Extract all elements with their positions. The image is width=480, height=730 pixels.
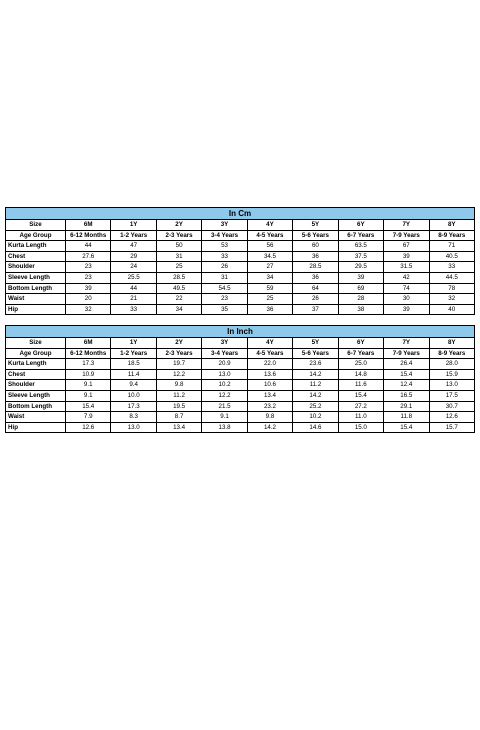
age-group-cell: 6-12 Months <box>66 348 111 359</box>
measurement-value: 64 <box>293 283 338 294</box>
measurement-value: 14.2 <box>293 390 338 401</box>
measurement-value: 31.5 <box>384 262 429 273</box>
age-group-cell: 3-4 Years <box>202 230 247 241</box>
size-header-label: Size <box>6 220 66 231</box>
measurement-value: 36 <box>293 272 338 283</box>
measurement-value: 15.4 <box>66 401 111 412</box>
age-group-cell: 4-5 Years <box>247 230 292 241</box>
measurement-value: 31 <box>156 251 201 262</box>
measurement-value: 23 <box>202 294 247 305</box>
table-row <box>6 380 475 391</box>
age-group-cell: 6-12 Months <box>66 230 111 241</box>
measurement-value: 11.6 <box>338 380 383 391</box>
measurement-value: 19.5 <box>156 401 201 412</box>
measurement-value: 54.5 <box>202 283 247 294</box>
measurement-value: 29 <box>111 251 156 262</box>
measurement-value: 34 <box>247 272 292 283</box>
measurement-value: 36 <box>247 304 292 315</box>
measurement-value: 9.1 <box>66 390 111 401</box>
measurement-value: 34.5 <box>247 251 292 262</box>
size-header-row <box>6 220 475 231</box>
measurement-label: Waist <box>6 412 66 423</box>
measurement-value: 11.2 <box>293 380 338 391</box>
measurement-value: 27.2 <box>338 401 383 412</box>
measurement-value: 15.4 <box>384 422 429 433</box>
measurement-value: 19.7 <box>156 359 201 370</box>
measurement-value: 9.1 <box>66 380 111 391</box>
size-header-cell: 8Y <box>429 220 475 231</box>
age-group-label: Age Group <box>6 230 66 241</box>
measurement-value: 71 <box>429 241 475 252</box>
age-group-row <box>6 348 475 359</box>
measurement-value: 17.3 <box>111 401 156 412</box>
size-header-cell: 1Y <box>111 220 156 231</box>
measurement-value: 31 <box>202 272 247 283</box>
measurement-value: 25.2 <box>293 401 338 412</box>
measurement-value: 25 <box>247 294 292 305</box>
measurement-value: 11.4 <box>111 369 156 380</box>
table-title-row <box>6 326 475 338</box>
size-header-cell: 5Y <box>293 220 338 231</box>
table-title: In Inch <box>6 326 475 338</box>
measurement-value: 20.9 <box>202 359 247 370</box>
measurement-value: 44 <box>111 283 156 294</box>
table-row <box>6 294 475 305</box>
measurement-value: 74 <box>384 283 429 294</box>
size-header-cell: 3Y <box>202 220 247 231</box>
measurement-value: 49.5 <box>156 283 201 294</box>
age-group-label: Age Group <box>6 348 66 359</box>
size-header-cell: 6M <box>66 338 111 349</box>
measurement-value: 11.2 <box>156 390 201 401</box>
table-row <box>6 390 475 401</box>
measurement-value: 30 <box>384 294 429 305</box>
measurement-value: 25.0 <box>338 359 383 370</box>
measurement-value: 12.2 <box>202 390 247 401</box>
measurement-label: Shoulder <box>6 380 66 391</box>
measurement-label: Shoulder <box>6 262 66 273</box>
table-row <box>6 272 475 283</box>
measurement-value: 13.4 <box>156 422 201 433</box>
measurement-value: 11.8 <box>384 412 429 423</box>
measurement-value: 15.9 <box>429 369 475 380</box>
measurement-value: 17.3 <box>66 359 111 370</box>
measurement-value: 28.0 <box>429 359 475 370</box>
measurement-label: Chest <box>6 251 66 262</box>
table-row <box>6 262 475 273</box>
measurement-value: 9.8 <box>247 412 292 423</box>
age-group-row <box>6 230 475 241</box>
measurement-value: 9.1 <box>202 412 247 423</box>
measurement-value: 47 <box>111 241 156 252</box>
age-group-cell: 5-6 Years <box>293 348 338 359</box>
measurement-value: 12.2 <box>156 369 201 380</box>
size-header-label: Size <box>6 338 66 349</box>
age-group-cell: 5-6 Years <box>293 230 338 241</box>
age-group-cell: 4-5 Years <box>247 348 292 359</box>
table-row <box>6 369 475 380</box>
size-header-cell: 4Y <box>247 338 292 349</box>
measurement-value: 21.5 <box>202 401 247 412</box>
measurement-value: 13.8 <box>202 422 247 433</box>
measurement-value: 20 <box>66 294 111 305</box>
measurement-value: 9.4 <box>111 380 156 391</box>
measurement-value: 29.1 <box>384 401 429 412</box>
measurement-label: Sleeve Length <box>6 272 66 283</box>
measurement-value: 44.5 <box>429 272 475 283</box>
size-header-cell: 8Y <box>429 338 475 349</box>
measurement-label: Bottom Length <box>6 283 66 294</box>
size-table-inch <box>5 325 475 433</box>
measurement-value: 7.9 <box>66 412 111 423</box>
measurement-value: 60 <box>293 241 338 252</box>
measurement-value: 34 <box>156 304 201 315</box>
measurement-value: 26 <box>293 294 338 305</box>
measurement-value: 37 <box>293 304 338 315</box>
size-table-cm <box>5 207 475 315</box>
measurement-value: 23.6 <box>293 359 338 370</box>
measurement-value: 28.5 <box>156 272 201 283</box>
age-group-cell: 2-3 Years <box>156 348 201 359</box>
age-group-cell: 7-9 Years <box>384 348 429 359</box>
measurement-value: 14.2 <box>247 422 292 433</box>
measurement-value: 33 <box>111 304 156 315</box>
measurement-value: 42 <box>384 272 429 283</box>
measurement-value: 12.4 <box>384 380 429 391</box>
measurement-value: 25 <box>156 262 201 273</box>
measurement-value: 17.5 <box>429 390 475 401</box>
measurement-value: 28 <box>338 294 383 305</box>
size-header-cell: 2Y <box>156 338 201 349</box>
age-group-cell: 3-4 Years <box>202 348 247 359</box>
age-group-cell: 1-2 Years <box>111 348 156 359</box>
measurement-value: 78 <box>429 283 475 294</box>
measurement-value: 8.3 <box>111 412 156 423</box>
measurement-label: Hip <box>6 422 66 433</box>
measurement-value: 69 <box>338 283 383 294</box>
measurement-value: 50 <box>156 241 201 252</box>
measurement-label: Hip <box>6 304 66 315</box>
measurement-value: 10.0 <box>111 390 156 401</box>
size-header-row <box>6 338 475 349</box>
measurement-value: 13.0 <box>429 380 475 391</box>
measurement-value: 10.9 <box>66 369 111 380</box>
age-group-cell: 6-7 Years <box>338 348 383 359</box>
table-row <box>6 251 475 262</box>
measurement-value: 23 <box>66 262 111 273</box>
size-header-cell: 7Y <box>384 338 429 349</box>
measurement-value: 33 <box>429 262 475 273</box>
measurement-value: 18.5 <box>111 359 156 370</box>
age-group-cell: 1-2 Years <box>111 230 156 241</box>
measurement-value: 12.6 <box>429 412 475 423</box>
measurement-value: 32 <box>66 304 111 315</box>
measurement-value: 38 <box>338 304 383 315</box>
measurement-value: 63.5 <box>338 241 383 252</box>
measurement-value: 40.5 <box>429 251 475 262</box>
measurement-value: 67 <box>384 241 429 252</box>
measurement-value: 26 <box>202 262 247 273</box>
measurement-value: 59 <box>247 283 292 294</box>
measurement-value: 8.7 <box>156 412 201 423</box>
measurement-value: 9.8 <box>156 380 201 391</box>
size-header-cell: 5Y <box>293 338 338 349</box>
measurement-value: 14.2 <box>293 369 338 380</box>
measurement-value: 28.5 <box>293 262 338 273</box>
measurement-label: Sleeve Length <box>6 390 66 401</box>
measurement-value: 40 <box>429 304 475 315</box>
measurement-label: Bottom Length <box>6 401 66 412</box>
measurement-value: 37.5 <box>338 251 383 262</box>
measurement-value: 36 <box>293 251 338 262</box>
size-header-cell: 6M <box>66 220 111 231</box>
table-row <box>6 283 475 294</box>
measurement-value: 39 <box>384 251 429 262</box>
measurement-value: 22.0 <box>247 359 292 370</box>
measurement-value: 25.5 <box>111 272 156 283</box>
measurement-value: 33 <box>202 251 247 262</box>
size-chart-inch <box>5 325 475 433</box>
size-header-cell: 2Y <box>156 220 201 231</box>
measurement-value: 39 <box>384 304 429 315</box>
measurement-value: 26.4 <box>384 359 429 370</box>
measurement-value: 10.6 <box>247 380 292 391</box>
table-row <box>6 422 475 433</box>
table-row <box>6 241 475 252</box>
measurement-value: 15.4 <box>384 369 429 380</box>
measurement-value: 30.7 <box>429 401 475 412</box>
measurement-value: 15.0 <box>338 422 383 433</box>
measurement-value: 15.7 <box>429 422 475 433</box>
size-header-cell: 1Y <box>111 338 156 349</box>
size-header-cell: 6Y <box>338 338 383 349</box>
table-row <box>6 412 475 423</box>
measurement-value: 23 <box>66 272 111 283</box>
table-title-row <box>6 208 475 220</box>
measurement-value: 12.6 <box>66 422 111 433</box>
size-header-cell: 4Y <box>247 220 292 231</box>
measurement-value: 39 <box>66 283 111 294</box>
measurement-value: 27.6 <box>66 251 111 262</box>
measurement-label: Kurta Length <box>6 241 66 252</box>
measurement-label: Kurta Length <box>6 359 66 370</box>
measurement-value: 13.4 <box>247 390 292 401</box>
measurement-value: 21 <box>111 294 156 305</box>
measurement-value: 23.2 <box>247 401 292 412</box>
size-header-cell: 3Y <box>202 338 247 349</box>
age-group-cell: 6-7 Years <box>338 230 383 241</box>
measurement-label: Chest <box>6 369 66 380</box>
measurement-value: 11.0 <box>338 412 383 423</box>
measurement-value: 13.6 <box>247 369 292 380</box>
measurement-value: 29.5 <box>338 262 383 273</box>
table-row <box>6 401 475 412</box>
table-title: In Cm <box>6 208 475 220</box>
measurement-value: 35 <box>202 304 247 315</box>
measurement-value: 14.6 <box>293 422 338 433</box>
measurement-value: 32 <box>429 294 475 305</box>
age-group-cell: 2-3 Years <box>156 230 201 241</box>
measurement-value: 15.4 <box>338 390 383 401</box>
measurement-value: 14.8 <box>338 369 383 380</box>
measurement-label: Waist <box>6 294 66 305</box>
measurement-value: 10.2 <box>293 412 338 423</box>
size-header-cell: 7Y <box>384 220 429 231</box>
measurement-value: 39 <box>338 272 383 283</box>
measurement-value: 13.0 <box>202 369 247 380</box>
table-row <box>6 359 475 370</box>
measurement-value: 16.5 <box>384 390 429 401</box>
size-chart-cm <box>5 207 475 315</box>
measurement-value: 13.0 <box>111 422 156 433</box>
measurement-value: 10.2 <box>202 380 247 391</box>
measurement-value: 56 <box>247 241 292 252</box>
measurement-value: 53 <box>202 241 247 252</box>
measurement-value: 24 <box>111 262 156 273</box>
table-row <box>6 304 475 315</box>
age-group-cell: 7-9 Years <box>384 230 429 241</box>
age-group-cell: 8-9 Years <box>429 348 475 359</box>
age-group-cell: 8-9 Years <box>429 230 475 241</box>
measurement-value: 44 <box>66 241 111 252</box>
measurement-value: 27 <box>247 262 292 273</box>
size-header-cell: 6Y <box>338 220 383 231</box>
measurement-value: 22 <box>156 294 201 305</box>
